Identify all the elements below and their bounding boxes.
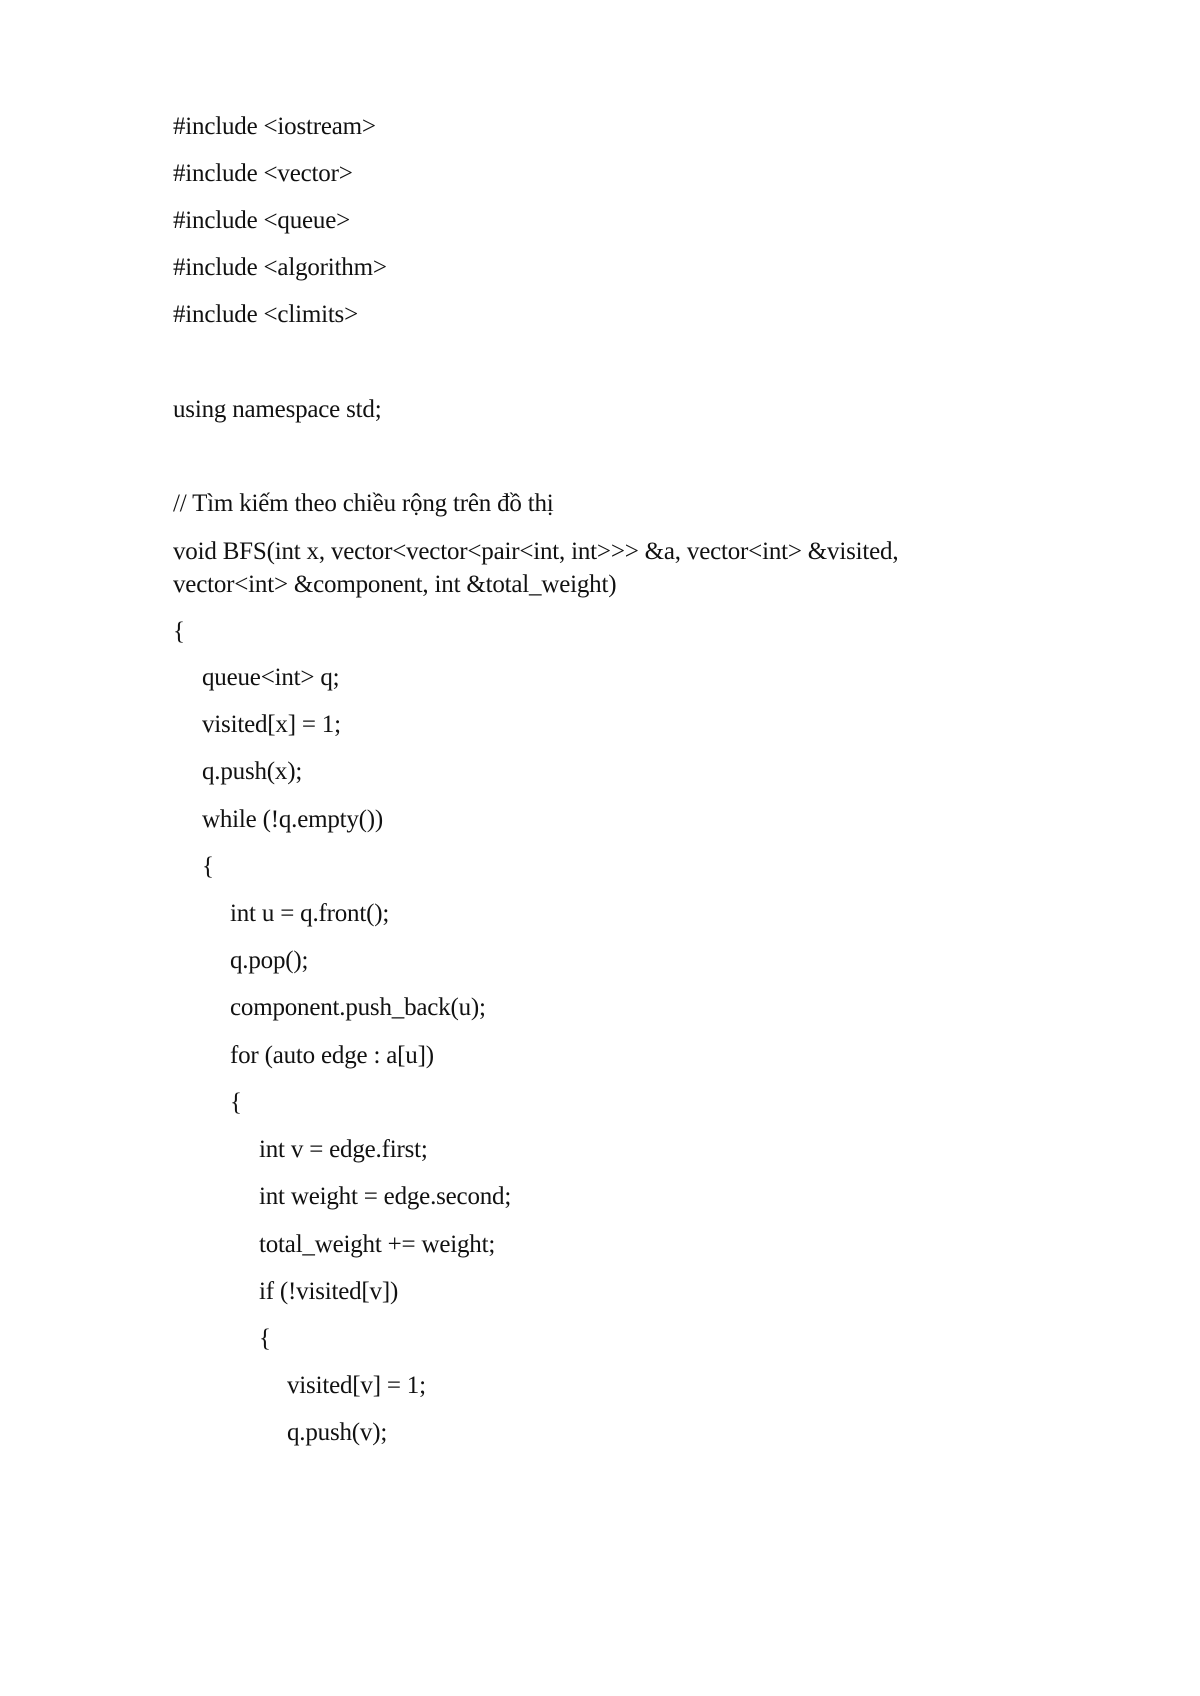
code-comment: // Tìm kiếm theo chiều rộng trên đồ thị — [173, 490, 554, 517]
code-line: { — [202, 853, 214, 880]
code-line: { — [173, 618, 185, 645]
code-line: visited[x] = 1; — [202, 711, 341, 738]
code-line: using namespace std; — [173, 396, 382, 423]
code-line: #include <algorithm> — [173, 254, 387, 281]
code-line: component.push_back(u); — [230, 994, 486, 1021]
code-line: #include <iostream> — [173, 113, 376, 140]
code-line: void BFS(int x, vector<vector<pair<int, int>>> &a, vector<int> &visited, — [173, 538, 899, 565]
code-line: q.pop(); — [230, 947, 309, 974]
code-line: if (!visited[v]) — [259, 1278, 399, 1305]
code-line: int u = q.front(); — [230, 900, 390, 927]
code-line: { — [259, 1325, 271, 1352]
code-line: for (auto edge : a[u]) — [230, 1042, 434, 1069]
code-line: #include <climits> — [173, 301, 358, 328]
code-line: #include <vector> — [173, 160, 353, 187]
code-line: int weight = edge.second; — [259, 1183, 512, 1210]
code-line: queue<int> q; — [202, 664, 340, 691]
code-line: vector<int> &component, int &total_weight) — [173, 571, 617, 598]
code-line: while (!q.empty()) — [202, 806, 384, 833]
code-line: { — [230, 1089, 242, 1116]
code-line: int v = edge.first; — [259, 1136, 428, 1163]
code-line: q.push(x); — [202, 758, 303, 785]
code-line: total_weight += weight; — [259, 1231, 496, 1258]
code-line: #include <queue> — [173, 207, 351, 234]
code-line: visited[v] = 1; — [287, 1372, 426, 1399]
code-line: q.push(v); — [287, 1419, 388, 1446]
